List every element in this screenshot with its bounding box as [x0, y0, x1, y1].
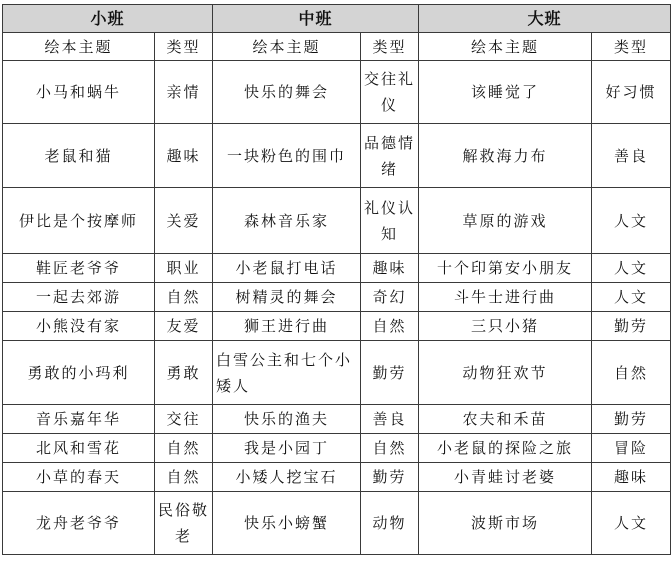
middle-theme-cell: 小矮人挖宝石 [213, 463, 361, 492]
small-type-cell: 勇敢 [155, 341, 213, 405]
middle-theme-cell: 树精灵的舞会 [213, 283, 361, 312]
table-row [3, 434, 671, 463]
small-type-cell: 自然 [155, 463, 213, 492]
column-header-type: 类型 [361, 33, 419, 61]
senior-theme-cell: 该睡觉了 [419, 61, 592, 124]
senior-theme-cell: 解救海力布 [419, 124, 592, 188]
middle-theme-cell: 快乐小螃蟹 [213, 492, 361, 555]
small-theme-cell: 龙舟老爷爷 [3, 492, 155, 555]
small-theme-cell: 一起去郊游 [3, 283, 155, 312]
senior-type-cell: 趣味 [592, 463, 671, 492]
senior-theme-cell: 农夫和禾苗 [419, 405, 592, 434]
senior-type-cell: 勤劳 [592, 405, 671, 434]
small-type-cell: 自然 [155, 434, 213, 463]
small-type-cell: 关爱 [155, 188, 213, 254]
middle-type-cell: 动物 [361, 492, 419, 555]
small-theme-cell: 鞋匠老爷爷 [3, 254, 155, 283]
small-theme-cell: 北风和雪花 [3, 434, 155, 463]
table-row [3, 492, 671, 555]
middle-theme-cell: 狮王进行曲 [213, 312, 361, 341]
middle-type-cell: 交往礼仪 [361, 61, 419, 124]
small-theme-cell: 小草的春天 [3, 463, 155, 492]
senior-type-cell: 人文 [592, 283, 671, 312]
senior-type-cell: 人文 [592, 188, 671, 254]
small-type-cell: 自然 [155, 283, 213, 312]
senior-theme-cell: 十个印第安小朋友 [419, 254, 592, 283]
middle-theme-cell: 我是小园丁 [213, 434, 361, 463]
senior-theme-cell: 草原的游戏 [419, 188, 592, 254]
column-header-theme: 绘本主题 [3, 33, 155, 61]
small-type-cell: 友爱 [155, 312, 213, 341]
middle-type-cell: 自然 [361, 434, 419, 463]
column-header-type: 类型 [592, 33, 671, 61]
middle-theme-cell: 白雪公主和七个小矮人 [213, 341, 361, 405]
senior-type-cell: 人文 [592, 254, 671, 283]
small-theme-cell: 勇敢的小玛利 [3, 341, 155, 405]
small-theme-cell: 伊比是个按摩师 [3, 188, 155, 254]
small-type-cell: 民俗敬老 [155, 492, 213, 555]
table-row [3, 405, 671, 434]
group-header-small-class: 小班 [3, 5, 213, 33]
table-row [3, 254, 671, 283]
small-theme-cell: 小熊没有家 [3, 312, 155, 341]
small-type-cell: 亲情 [155, 61, 213, 124]
senior-type-cell: 勤劳 [592, 312, 671, 341]
group-header-middle-class: 中班 [213, 5, 419, 33]
column-header-row [3, 33, 671, 61]
middle-type-cell: 奇幻 [361, 283, 419, 312]
middle-type-cell: 品德情绪 [361, 124, 419, 188]
small-type-cell: 趣味 [155, 124, 213, 188]
small-type-cell: 交往 [155, 405, 213, 434]
table-row [3, 188, 671, 254]
middle-type-cell: 勤劳 [361, 341, 419, 405]
middle-theme-cell: 快乐的渔夫 [213, 405, 361, 434]
senior-type-cell: 人文 [592, 492, 671, 555]
senior-type-cell: 自然 [592, 341, 671, 405]
table-row [3, 463, 671, 492]
group-header-senior-class: 大班 [419, 5, 671, 33]
senior-theme-cell: 动物狂欢节 [419, 341, 592, 405]
table-row [3, 341, 671, 405]
table-row [3, 124, 671, 188]
table-row [3, 61, 671, 124]
middle-type-cell: 善良 [361, 405, 419, 434]
senior-theme-cell: 三只小猪 [419, 312, 592, 341]
senior-type-cell: 冒险 [592, 434, 671, 463]
middle-theme-cell: 快乐的舞会 [213, 61, 361, 124]
senior-type-cell: 好习惯 [592, 61, 671, 124]
middle-type-cell: 勤劳 [361, 463, 419, 492]
middle-theme-cell: 小老鼠打电话 [213, 254, 361, 283]
column-header-theme: 绘本主题 [213, 33, 361, 61]
middle-type-cell: 自然 [361, 312, 419, 341]
small-type-cell: 职业 [155, 254, 213, 283]
senior-theme-cell: 斗牛士进行曲 [419, 283, 592, 312]
middle-theme-cell: 森林音乐家 [213, 188, 361, 254]
senior-theme-cell: 小老鼠的探险之旅 [419, 434, 592, 463]
senior-theme-cell: 波斯市场 [419, 492, 592, 555]
picture-book-theme-table [2, 4, 671, 555]
middle-type-cell: 趣味 [361, 254, 419, 283]
senior-type-cell: 善良 [592, 124, 671, 188]
table-row [3, 283, 671, 312]
column-header-theme: 绘本主题 [419, 33, 592, 61]
small-theme-cell: 音乐嘉年华 [3, 405, 155, 434]
middle-theme-cell: 一块粉色的围巾 [213, 124, 361, 188]
middle-type-cell: 礼仪认知 [361, 188, 419, 254]
senior-theme-cell: 小青蛙讨老婆 [419, 463, 592, 492]
table-row [3, 312, 671, 341]
column-header-type: 类型 [155, 33, 213, 61]
small-theme-cell: 小马和蜗牛 [3, 61, 155, 124]
group-header-row [3, 5, 671, 33]
small-theme-cell: 老鼠和猫 [3, 124, 155, 188]
